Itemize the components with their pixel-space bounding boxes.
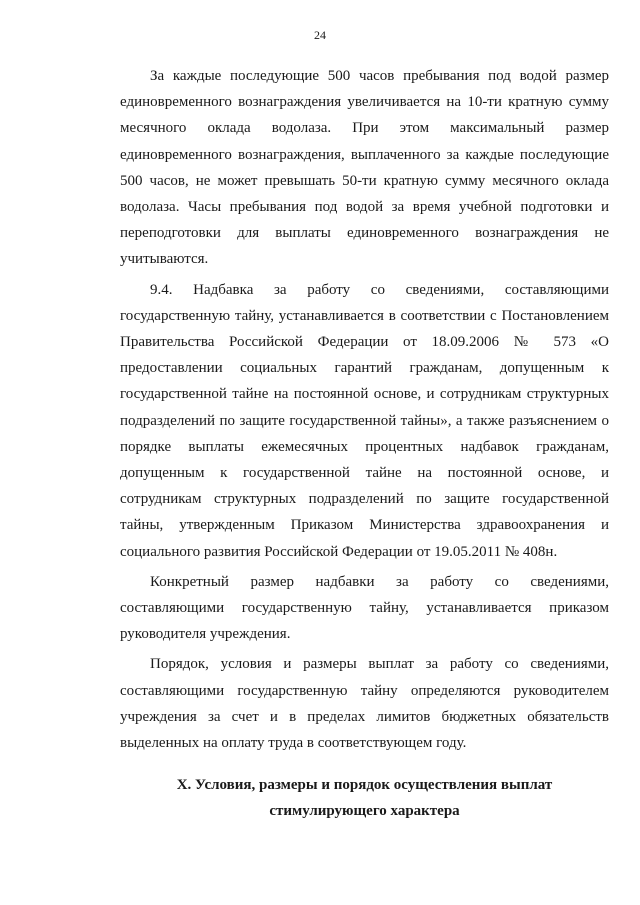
section-heading [120, 772, 609, 824]
section-heading-line-1: X. Условия, размеры и порядок осуществления выплат [176, 777, 553, 793]
paragraph-diver-reward: За каждые последующие 500 часов пребывания под водой размер единовременного вознаграждения увеличивается на 10-ти кратную сумму месячного оклада водолаза. При этом максимальный размер единовременного вознаграждения, выплаченного за каждые последующие 500 часов, не может превышать 50-ти кратную сумму месячного оклада водолаза. Часы пребывания под водой за время учебной подготовки и переподготовки для выплаты единовременного вознаграждения не учитываются. [120, 68, 609, 268]
body-text [120, 63, 609, 756]
paragraph-state-secret-allowance: 9.4. Надбавка за работу со сведениями, составляющими государственную тайну, устанавливается в соответствии с Постановлением Правительства Российской Федерации от 18.09.2006 № 573 «О предоставлении социальных гарантий гражданам, допущенным к государственной тайне на постоянной основе, и сотрудникам структурных подразделений по защите государственной тайны», а также разъяснением о порядке выплаты ежемесячных процентных надбавок гражданам, допущенным к государственной тайне на постоянной основе, и сотрудникам структурных подразделений по защите государственной тайны, утвержденным Приказом Министерства здравоохранения и социального развития Российской Федерации от 19.05.2011 № 408н. [120, 281, 609, 560]
paragraph-payment-procedure: Порядок, условия и размеры выплат за работу со сведениями, составляющими государственную тайну определяются руководителем учреждения за счет и в пределах лимитов бюджетных обязательств выделенных на оплату труда в соответствующем году. [120, 656, 609, 752]
page-number: 24 [314, 28, 326, 42]
paragraph-specific-allowance-size: Конкретный размер надбавки за работу со сведениями, составляющими государственную тайну, устанавливается приказом руководителя учреждения. [120, 573, 609, 643]
section-heading-line-2: стимулирующего характера [269, 803, 460, 819]
